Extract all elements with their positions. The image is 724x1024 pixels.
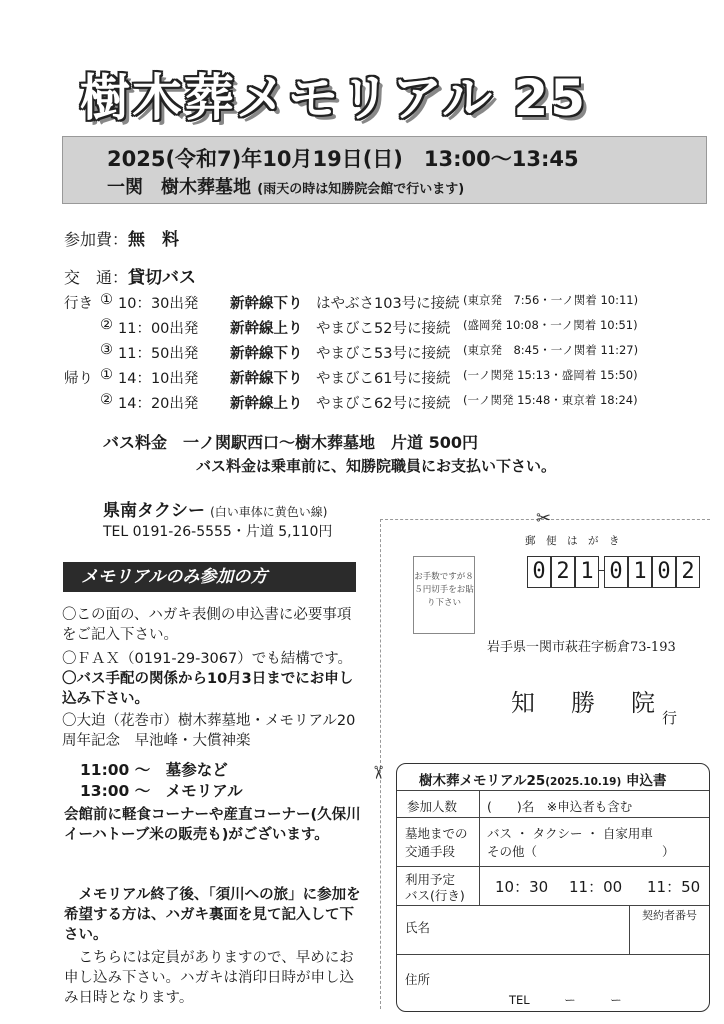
- zip-digit-box: 2: [676, 556, 700, 588]
- schedule-line: 新幹線上り: [230, 396, 303, 412]
- means-label-2: 交通手段: [405, 844, 456, 859]
- postcard-recipient: 知 勝 院: [511, 689, 661, 717]
- schedule-line: 新幹線下り: [230, 296, 303, 312]
- scissors-icon: ✂: [536, 508, 552, 529]
- schedule-train: やまびこ53号に接続: [316, 346, 451, 362]
- zip-digit-box: 1: [628, 556, 652, 588]
- means-label-1: 墓地までの: [405, 826, 468, 841]
- memorial-note: 会館前に軽食コーナーや産直コーナー(久保川イーハトーブ米の販売も)がございます。: [64, 807, 361, 843]
- schedule-note: (一ノ関発 15:48・東京着 18:24): [463, 393, 638, 407]
- schedule-note: (一ノ関発 15:13・盛岡着 15:50): [463, 368, 638, 382]
- form-title: [419, 769, 666, 789]
- schedule-train: やまびこ52号に接続: [316, 321, 451, 337]
- memorial-item: 〇大迫（花巻市）樹木葬墓地・メモリアル20周年記念 早池峰・大償神楽: [62, 713, 356, 749]
- name-label: 氏名: [405, 920, 431, 935]
- schedule-train: やまびこ61号に接続: [316, 371, 451, 387]
- event-venue: [107, 173, 464, 199]
- transport-row: [64, 263, 196, 288]
- memorial-item: 〇ＦＡＸ（0191-29-3067）でも結構です。: [62, 651, 353, 667]
- memorial-only-heading: メモリアルのみ参加の方: [63, 562, 356, 592]
- transport-label: 交 通：: [64, 268, 129, 287]
- application-form: [396, 763, 710, 1012]
- address-label: 住所: [405, 972, 431, 987]
- memorial-time-2: 13:00 ～ メモリアル: [80, 782, 243, 800]
- contract-number-label: 契約者番号: [642, 909, 697, 922]
- bus-option-1150[interactable]: 11：50: [647, 878, 701, 896]
- bus-option-1030[interactable]: 10：30: [495, 878, 549, 896]
- taxi-name: 県南タクシー: [103, 501, 205, 521]
- bus-label-2: バス(行き): [405, 888, 465, 903]
- schedule-number: ②: [100, 317, 113, 333]
- zip-digit-box: 0: [652, 556, 676, 588]
- schedule-note: (東京発 7:56・一ノ関着 10:11): [463, 293, 639, 307]
- zip-separator: [598, 570, 604, 571]
- schedule-note: (東京発 8:45・一ノ関着 11:27): [463, 343, 639, 357]
- schedule-note: (盛岡発 10:08・一ノ関着 10:51): [463, 318, 638, 332]
- schedule-line: 新幹線上り: [230, 321, 303, 337]
- postcard-suffix: 行: [662, 709, 678, 727]
- schedule-time: 14：10出発: [118, 371, 199, 387]
- schedule-time: 10：30出発: [118, 296, 199, 312]
- transport-value: 貸切バス: [128, 268, 197, 288]
- postcard-header: 郵 便 は が き: [525, 535, 620, 547]
- schedule-train: はやぶさ103号に接続: [316, 296, 460, 312]
- zip-digit-box: 2: [551, 556, 575, 588]
- taxi-row: [103, 496, 327, 521]
- schedule-number: ②: [100, 392, 113, 408]
- schedule-time: 14：20出発: [118, 396, 199, 412]
- schedule-line: 新幹線下り: [230, 346, 303, 362]
- stamp-box: お手数ですが８５円切手をお貼り下さい: [413, 556, 475, 634]
- closing-paragraph-2: こちらには定員がありますので、早めにお申し込み下さい。ハガキは消印日時が申し込み日時となります。: [64, 950, 354, 1006]
- count-field[interactable]: ( )名 ※申込者も含む: [487, 799, 633, 814]
- means-other-field[interactable]: その他（ ）: [487, 844, 675, 859]
- zip-digit-box: 0: [604, 556, 628, 588]
- form-title-main: 樹木葬メモリアル25: [419, 773, 546, 789]
- go-label: 行き: [64, 296, 93, 312]
- fee-label: 参加費：: [64, 230, 129, 249]
- bus-label-1: 利用予定: [405, 872, 456, 887]
- memorial-time-1: 11:00 ～ 墓参など: [80, 761, 228, 779]
- schedule-number: ①: [100, 367, 113, 383]
- bus-fee-line1: バス料金 一ノ関駅西口～樹木葬墓地 片道 500円: [103, 433, 478, 452]
- count-label: 参加人数: [407, 799, 458, 814]
- bus-fee-line2: バス料金は乗車前に、知勝院職員にお支払い下さい。: [196, 457, 557, 475]
- memorial-item: 〇バス手配の関係から10月3日までにお申し込み下さい。: [62, 671, 354, 707]
- taxi-tel: TEL 0191-26-5555・片道 5,110円: [103, 524, 333, 540]
- fee-value: 無 料: [128, 230, 180, 250]
- bus-option-1100[interactable]: 11：00: [569, 878, 623, 896]
- form-title-suffix: 申込書: [625, 773, 667, 789]
- schedule-time: 11：00出発: [118, 321, 199, 337]
- scissors-icon: ✂: [367, 764, 389, 781]
- venue-rain-note: (雨天の時は知勝院会館で行います): [257, 182, 465, 197]
- taxi-note: (白い車体に黄色い線): [210, 505, 328, 519]
- zip-digit-box: 0: [527, 556, 551, 588]
- page-title: 樹木葬メモリアル 25: [80, 69, 587, 127]
- schedule-number: ③: [100, 342, 113, 358]
- tel-field[interactable]: TEL ー ー: [509, 993, 622, 1007]
- closing-paragraph-1: メモリアル終了後、「須川への旅」に参加を希望する方は、ハガキ裏面を見て記入して下さい。: [64, 887, 361, 943]
- schedule-train: やまびこ62号に接続: [316, 396, 451, 412]
- event-banner: [62, 136, 707, 204]
- schedule-time: 11：50出発: [118, 346, 199, 362]
- form-title-date: (2025.10.19): [545, 776, 622, 788]
- event-datetime: 2025(令和7)年10月19日(日) 13:00～13:45: [107, 147, 579, 171]
- venue-name: 一関 樹木葬墓地: [107, 177, 251, 198]
- memorial-item: 〇この面の、ハガキ表側の申込書に必要事項をご記入下さい。: [62, 607, 352, 643]
- fee-row: [64, 225, 179, 250]
- zip-digit-box: 1: [575, 556, 599, 588]
- means-options[interactable]: バス ・ タクシー ・ 自家用車: [487, 826, 653, 841]
- return-label: 帰り: [64, 371, 93, 387]
- schedule-line: 新幹線下り: [230, 371, 303, 387]
- schedule-number: ①: [100, 292, 113, 308]
- postcard-address: 岩手県一関市萩荘字栃倉73-193: [487, 640, 676, 655]
